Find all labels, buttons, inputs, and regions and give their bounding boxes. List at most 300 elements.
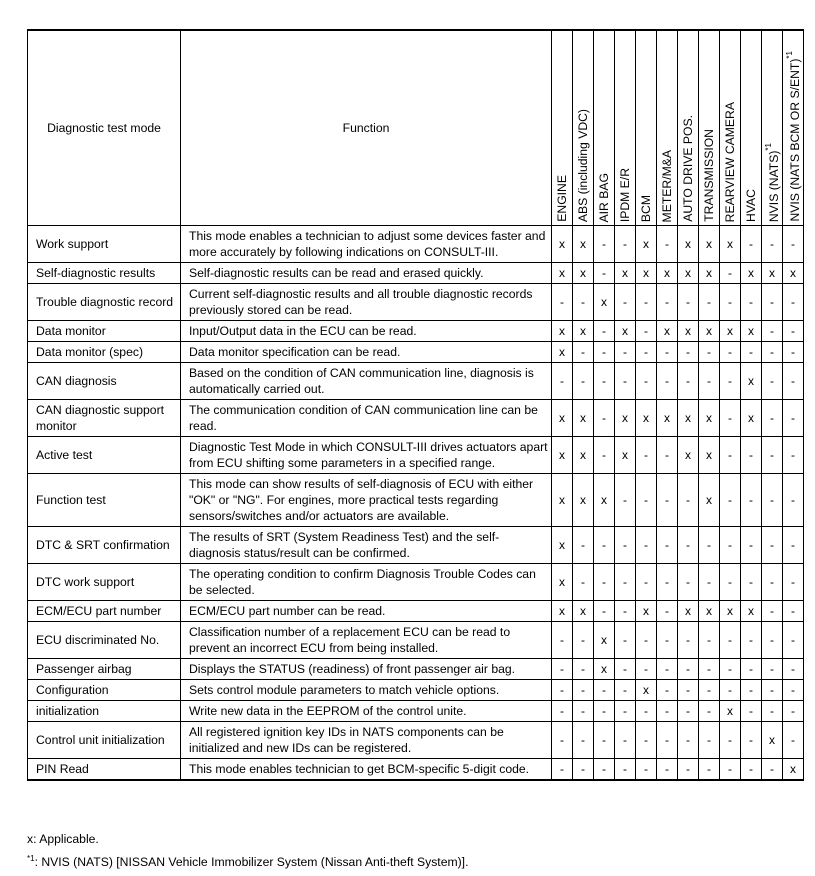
header-system-6 xyxy=(678,30,699,226)
applicability-cell: x xyxy=(552,321,573,342)
table-row xyxy=(28,474,804,527)
system-label-text: AUTO DRIVE POS. xyxy=(681,115,695,222)
applicability-cell: - xyxy=(762,622,783,659)
table-row xyxy=(28,226,804,263)
header-system-9 xyxy=(741,30,762,226)
applicability-cell: - xyxy=(573,622,594,659)
applicability-cell: - xyxy=(741,527,762,564)
applicability-cell: x xyxy=(762,722,783,759)
applicability-cell: x xyxy=(678,226,699,263)
function-cell: This mode enables a technician to adjust some devices faster and more accurately by following indications on CONSULT-III. xyxy=(181,226,552,263)
applicability-cell: - xyxy=(678,363,699,400)
header-system-2 xyxy=(594,30,615,226)
applicability-cell: x xyxy=(552,437,573,474)
applicability-cell: - xyxy=(573,722,594,759)
system-label xyxy=(597,171,611,222)
applicability-cell: - xyxy=(741,722,762,759)
applicability-cell: x xyxy=(657,321,678,342)
applicability-cell: - xyxy=(762,564,783,601)
applicability-cell: x xyxy=(699,474,720,527)
applicability-cell: - xyxy=(783,226,804,263)
applicability-cell: - xyxy=(699,759,720,781)
applicability-cell: - xyxy=(552,701,573,722)
applicability-cell: - xyxy=(783,601,804,622)
applicability-cell: - xyxy=(699,659,720,680)
system-label-text: IPDM E/R xyxy=(618,167,632,222)
system-label-footnote: *1 xyxy=(785,51,795,60)
applicability-cell: x xyxy=(594,284,615,321)
applicability-cell: x xyxy=(552,263,573,284)
applicability-cell: - xyxy=(594,226,615,263)
table-body xyxy=(28,226,804,781)
applicability-cell: - xyxy=(741,226,762,263)
diagnostic-mode-cell: Control unit initialization xyxy=(28,722,181,759)
applicability-cell: - xyxy=(762,680,783,701)
applicability-cell: - xyxy=(615,759,636,781)
applicability-cell: - xyxy=(762,659,783,680)
function-cell: Sets control module parameters to match vehicle options. xyxy=(181,680,552,701)
applicability-cell: x xyxy=(552,400,573,437)
system-label-text: NVIS (NATS BCM OR S/ENT) xyxy=(788,59,803,222)
applicability-cell: - xyxy=(657,722,678,759)
applicability-cell: - xyxy=(594,263,615,284)
table-row xyxy=(28,680,804,701)
applicability-cell: - xyxy=(762,226,783,263)
applicability-cell: - xyxy=(720,564,741,601)
applicability-cell: x xyxy=(594,622,615,659)
applicability-cell: x xyxy=(573,601,594,622)
applicability-cell: x xyxy=(615,263,636,284)
applicability-cell: - xyxy=(615,363,636,400)
diagnostic-mode-cell: Configuration xyxy=(28,680,181,701)
applicability-cell: - xyxy=(636,321,657,342)
applicability-cell: - xyxy=(636,342,657,363)
applicability-cell: x xyxy=(741,363,762,400)
system-label xyxy=(783,49,802,222)
applicability-cell: - xyxy=(720,527,741,564)
applicability-cell: x xyxy=(699,263,720,284)
function-cell: The operating condition to confirm Diagnosis Trouble Codes can be selected. xyxy=(181,564,552,601)
table-row xyxy=(28,527,804,564)
system-label xyxy=(744,187,758,222)
applicability-cell: - xyxy=(720,474,741,527)
applicability-cell: - xyxy=(657,226,678,263)
applicability-cell: - xyxy=(636,437,657,474)
applicability-cell: - xyxy=(573,564,594,601)
table-row xyxy=(28,722,804,759)
system-label-text: METER/M&A xyxy=(660,149,674,222)
function-cell: Based on the condition of CAN communication line, diagnosis is automatically carried out. xyxy=(181,363,552,400)
applicability-cell: - xyxy=(594,363,615,400)
applicability-cell: x xyxy=(552,226,573,263)
applicability-cell: - xyxy=(657,363,678,400)
applicability-cell: - xyxy=(678,342,699,363)
applicability-cell: - xyxy=(594,400,615,437)
system-label-text: BCM xyxy=(639,194,653,222)
applicability-cell: - xyxy=(720,342,741,363)
applicability-cell: - xyxy=(699,527,720,564)
applicability-cell: - xyxy=(615,722,636,759)
applicability-cell: x xyxy=(720,601,741,622)
applicability-cell: - xyxy=(657,680,678,701)
applicability-cell: - xyxy=(699,564,720,601)
system-label-text: AIR BAG xyxy=(597,172,611,222)
applicability-cell: - xyxy=(615,284,636,321)
table-row xyxy=(28,321,804,342)
header-system-5 xyxy=(657,30,678,226)
applicability-cell: x xyxy=(699,400,720,437)
header-diagnostic-test-mode: Diagnostic test mode xyxy=(28,30,181,226)
applicability-cell: x xyxy=(594,659,615,680)
applicability-cell: - xyxy=(594,564,615,601)
diagnostic-mode-cell: Data monitor (spec) xyxy=(28,342,181,363)
applicability-cell: - xyxy=(594,437,615,474)
applicability-cell: - xyxy=(657,284,678,321)
applicability-cell: - xyxy=(699,284,720,321)
function-cell: The communication condition of CAN communication line can be read. xyxy=(181,400,552,437)
applicability-cell: x xyxy=(678,437,699,474)
system-label xyxy=(576,107,590,222)
applicability-cell: - xyxy=(678,284,699,321)
table-row xyxy=(28,363,804,400)
function-cell: Diagnostic Test Mode in which CONSULT-III drives actuators apart from ECU shifting some parameters in a specified range. xyxy=(181,437,552,474)
applicability-cell: x xyxy=(636,226,657,263)
applicability-cell: x xyxy=(741,400,762,437)
header-system-0 xyxy=(552,30,573,226)
applicable-note: x: Applicable. xyxy=(27,832,99,846)
applicability-cell: x xyxy=(573,437,594,474)
applicability-cell: - xyxy=(762,363,783,400)
applicability-cell: x xyxy=(636,680,657,701)
system-label xyxy=(639,193,653,222)
table-row xyxy=(28,701,804,722)
applicability-cell: x xyxy=(552,601,573,622)
applicability-cell: - xyxy=(762,342,783,363)
applicability-cell: - xyxy=(636,622,657,659)
applicability-cell: - xyxy=(741,437,762,474)
applicability-cell: - xyxy=(573,363,594,400)
table-row xyxy=(28,342,804,363)
function-cell: Input/Output data in the ECU can be read. xyxy=(181,321,552,342)
applicability-cell: x xyxy=(657,400,678,437)
applicability-cell: x xyxy=(636,400,657,437)
applicability-cell: - xyxy=(594,342,615,363)
applicability-cell: x xyxy=(678,601,699,622)
applicability-cell: - xyxy=(720,759,741,781)
applicability-cell: - xyxy=(699,722,720,759)
applicability-cell: x xyxy=(552,564,573,601)
applicability-cell: - xyxy=(783,527,804,564)
applicability-cell: x xyxy=(783,263,804,284)
applicability-cell: - xyxy=(615,701,636,722)
applicability-cell: - xyxy=(573,680,594,701)
applicability-cell: - xyxy=(741,284,762,321)
header-row xyxy=(28,30,804,226)
applicability-cell: - xyxy=(552,759,573,781)
applicability-cell: x xyxy=(720,226,741,263)
header-system-8 xyxy=(720,30,741,226)
applicability-cell: - xyxy=(762,759,783,781)
system-label-footnote: *1 xyxy=(764,142,774,151)
applicability-cell: - xyxy=(783,284,804,321)
table-row xyxy=(28,759,804,781)
applicability-cell: - xyxy=(783,659,804,680)
applicability-cell: - xyxy=(636,564,657,601)
applicability-cell: - xyxy=(678,701,699,722)
function-cell: Current self-diagnostic results and all trouble diagnostic records previously stored can be read. xyxy=(181,284,552,321)
system-label-text: ABS (including VDC) xyxy=(576,108,590,222)
applicability-cell: - xyxy=(657,659,678,680)
applicability-cell: x xyxy=(573,321,594,342)
applicability-cell: - xyxy=(636,284,657,321)
applicability-cell: - xyxy=(615,680,636,701)
applicability-cell: - xyxy=(657,527,678,564)
applicability-cell: - xyxy=(678,722,699,759)
applicability-cell: x xyxy=(678,400,699,437)
applicability-cell: - xyxy=(636,722,657,759)
applicability-cell: - xyxy=(699,701,720,722)
diagnostic-mode-cell: Self-diagnostic results xyxy=(28,263,181,284)
table-row xyxy=(28,564,804,601)
applicability-cell: - xyxy=(552,284,573,321)
applicability-cell: - xyxy=(783,342,804,363)
diagnostic-mode-cell: Trouble diagnostic record xyxy=(28,284,181,321)
function-cell: Classification number of a replacement ECU can be read to prevent an incorrect ECU from being installed. xyxy=(181,622,552,659)
applicability-cell: - xyxy=(699,680,720,701)
applicability-cell: - xyxy=(615,474,636,527)
system-label-text: HVAC xyxy=(744,189,758,222)
applicability-cell: - xyxy=(573,342,594,363)
header-system-7 xyxy=(699,30,720,226)
applicability-cell: x xyxy=(573,226,594,263)
table-row xyxy=(28,263,804,284)
applicability-cell: - xyxy=(762,321,783,342)
applicability-cell: - xyxy=(657,701,678,722)
diagnostic-mode-cell: CAN diagnosis xyxy=(28,363,181,400)
applicability-cell: - xyxy=(615,226,636,263)
applicability-cell: - xyxy=(741,622,762,659)
diagnostic-mode-cell: DTC & SRT confirmation xyxy=(28,527,181,564)
applicability-cell: - xyxy=(741,564,762,601)
applicability-cell: - xyxy=(552,363,573,400)
applicability-cell: - xyxy=(720,680,741,701)
applicability-cell: - xyxy=(657,759,678,781)
header-system-3 xyxy=(615,30,636,226)
applicability-cell: - xyxy=(594,321,615,342)
applicability-cell: - xyxy=(762,701,783,722)
applicability-cell: - xyxy=(594,601,615,622)
applicability-cell: - xyxy=(741,759,762,781)
applicability-cell: x xyxy=(657,263,678,284)
applicability-cell: - xyxy=(636,701,657,722)
applicability-cell: - xyxy=(741,342,762,363)
applicability-cell: x xyxy=(594,474,615,527)
applicability-cell: - xyxy=(741,701,762,722)
applicability-cell: x xyxy=(573,263,594,284)
applicability-cell: - xyxy=(783,437,804,474)
header-system-4 xyxy=(636,30,657,226)
system-label xyxy=(660,148,674,222)
applicability-cell: - xyxy=(657,437,678,474)
applicability-cell: - xyxy=(741,474,762,527)
applicability-cell: - xyxy=(636,659,657,680)
applicability-cell: - xyxy=(657,601,678,622)
applicability-cell: - xyxy=(720,400,741,437)
diagnostic-mode-cell: ECM/ECU part number xyxy=(28,601,181,622)
applicability-cell: - xyxy=(720,659,741,680)
table-row xyxy=(28,437,804,474)
applicability-cell: - xyxy=(657,474,678,527)
applicability-cell: - xyxy=(741,680,762,701)
function-cell: Self-diagnostic results can be read and erased quickly. xyxy=(181,263,552,284)
applicability-cell: - xyxy=(762,400,783,437)
function-cell: Data monitor specification can be read. xyxy=(181,342,552,363)
applicability-cell: - xyxy=(783,680,804,701)
applicability-cell: - xyxy=(783,701,804,722)
applicability-cell: x xyxy=(678,321,699,342)
applicability-cell: - xyxy=(573,527,594,564)
diagnostic-mode-cell: Data monitor xyxy=(28,321,181,342)
diagnostic-mode-cell: Active test xyxy=(28,437,181,474)
function-cell: This mode can show results of self-diagnosis of ECU with either "OK" or "NG". For engines, more practical tests regarding sensors/switches and/or actuators are available. xyxy=(181,474,552,527)
applicability-cell: x xyxy=(552,474,573,527)
applicability-cell: - xyxy=(594,722,615,759)
applicability-cell: x xyxy=(741,263,762,284)
applicability-cell: - xyxy=(762,527,783,564)
applicability-cell: x xyxy=(699,226,720,263)
applicability-cell: - xyxy=(615,527,636,564)
applicability-cell: x xyxy=(699,601,720,622)
applicability-cell: - xyxy=(573,701,594,722)
applicability-cell: - xyxy=(678,759,699,781)
applicability-cell: x xyxy=(783,759,804,781)
applicability-cell: - xyxy=(783,474,804,527)
applicability-cell: - xyxy=(678,564,699,601)
applicability-cell: - xyxy=(594,701,615,722)
table-row xyxy=(28,400,804,437)
applicability-cell: - xyxy=(636,363,657,400)
function-cell: All registered ignition key IDs in NATS components can be initialized and new IDs can be registered. xyxy=(181,722,552,759)
applicability-cell: - xyxy=(783,564,804,601)
applicability-cell: - xyxy=(657,564,678,601)
applicability-cell: - xyxy=(615,342,636,363)
applicability-cell: - xyxy=(762,474,783,527)
diagnostic-mode-cell: PIN Read xyxy=(28,759,181,781)
applicability-cell: - xyxy=(678,527,699,564)
footnote-nvis xyxy=(27,852,468,869)
applicability-cell: - xyxy=(615,601,636,622)
applicability-cell: - xyxy=(762,601,783,622)
diagnostic-mode-cell: Function test xyxy=(28,474,181,527)
applicability-cell: x xyxy=(741,601,762,622)
applicability-cell: x xyxy=(678,263,699,284)
applicability-cell: - xyxy=(762,437,783,474)
applicability-cell: - xyxy=(636,474,657,527)
applicability-cell: - xyxy=(783,321,804,342)
footnote-marker: *1 xyxy=(27,854,35,863)
applicability-cell: x xyxy=(720,701,741,722)
applicability-cell: x xyxy=(699,321,720,342)
function-cell: This mode enables technician to get BCM-specific 5-digit code. xyxy=(181,759,552,781)
applicability-cell: - xyxy=(615,622,636,659)
system-label xyxy=(702,127,716,222)
applicability-cell: - xyxy=(552,722,573,759)
table-row xyxy=(28,284,804,321)
diagnostic-mode-cell: Passenger airbag xyxy=(28,659,181,680)
system-label-text: ENGINE xyxy=(555,175,569,222)
applicability-cell: - xyxy=(720,437,741,474)
applicability-cell: - xyxy=(552,680,573,701)
applicability-cell: - xyxy=(720,722,741,759)
diagnostic-mode-table xyxy=(27,29,804,781)
applicability-cell: x xyxy=(741,321,762,342)
applicability-cell: - xyxy=(720,622,741,659)
applicability-cell: - xyxy=(720,263,741,284)
applicability-cell: - xyxy=(783,363,804,400)
applicability-cell: x xyxy=(762,263,783,284)
applicability-cell: x xyxy=(636,601,657,622)
table-row xyxy=(28,601,804,622)
applicability-cell: - xyxy=(615,564,636,601)
system-label-text: TRANSMISSION xyxy=(702,129,716,222)
applicability-cell: - xyxy=(783,722,804,759)
applicability-cell: - xyxy=(657,342,678,363)
function-cell: Displays the STATUS (readiness) of front passenger air bag. xyxy=(181,659,552,680)
table-row xyxy=(28,622,804,659)
header-system-1 xyxy=(573,30,594,226)
applicability-cell: - xyxy=(678,622,699,659)
header-function: Function xyxy=(181,30,552,226)
applicability-cell: - xyxy=(657,622,678,659)
header-system-10 xyxy=(762,30,783,226)
applicability-cell: - xyxy=(762,284,783,321)
applicability-cell: - xyxy=(594,759,615,781)
applicability-cell: x xyxy=(615,321,636,342)
system-label xyxy=(555,173,569,222)
system-label xyxy=(762,141,781,222)
applicability-cell: - xyxy=(678,680,699,701)
applicability-cell: - xyxy=(552,622,573,659)
applicability-cell: x xyxy=(552,527,573,564)
applicability-cell: - xyxy=(615,659,636,680)
diagnostic-mode-cell: DTC work support xyxy=(28,564,181,601)
applicability-cell: - xyxy=(573,284,594,321)
system-label xyxy=(618,166,632,222)
applicability-cell: - xyxy=(573,659,594,680)
applicability-cell: x xyxy=(699,437,720,474)
applicability-cell: - xyxy=(678,474,699,527)
applicability-cell: - xyxy=(594,527,615,564)
applicability-cell: x xyxy=(615,437,636,474)
diagnostic-mode-cell: CAN diagnostic support monitor xyxy=(28,400,181,437)
applicability-cell: x xyxy=(573,474,594,527)
diagnostic-mode-cell: initialization xyxy=(28,701,181,722)
applicability-cell: - xyxy=(699,342,720,363)
applicability-cell: - xyxy=(636,759,657,781)
footnote-text: : NVIS (NATS) [NISSAN Vehicle Immobilizer System (Nissan Anti-theft System)]. xyxy=(34,855,469,870)
applicability-cell: x xyxy=(573,400,594,437)
applicability-cell: x xyxy=(720,321,741,342)
applicability-cell: x xyxy=(636,263,657,284)
applicability-cell: x xyxy=(615,400,636,437)
system-label xyxy=(681,113,695,222)
applicability-cell: - xyxy=(720,284,741,321)
applicability-cell: - xyxy=(573,759,594,781)
applicability-cell: - xyxy=(783,400,804,437)
applicability-cell: - xyxy=(699,363,720,400)
applicability-cell: - xyxy=(678,659,699,680)
applicability-cell: - xyxy=(720,363,741,400)
